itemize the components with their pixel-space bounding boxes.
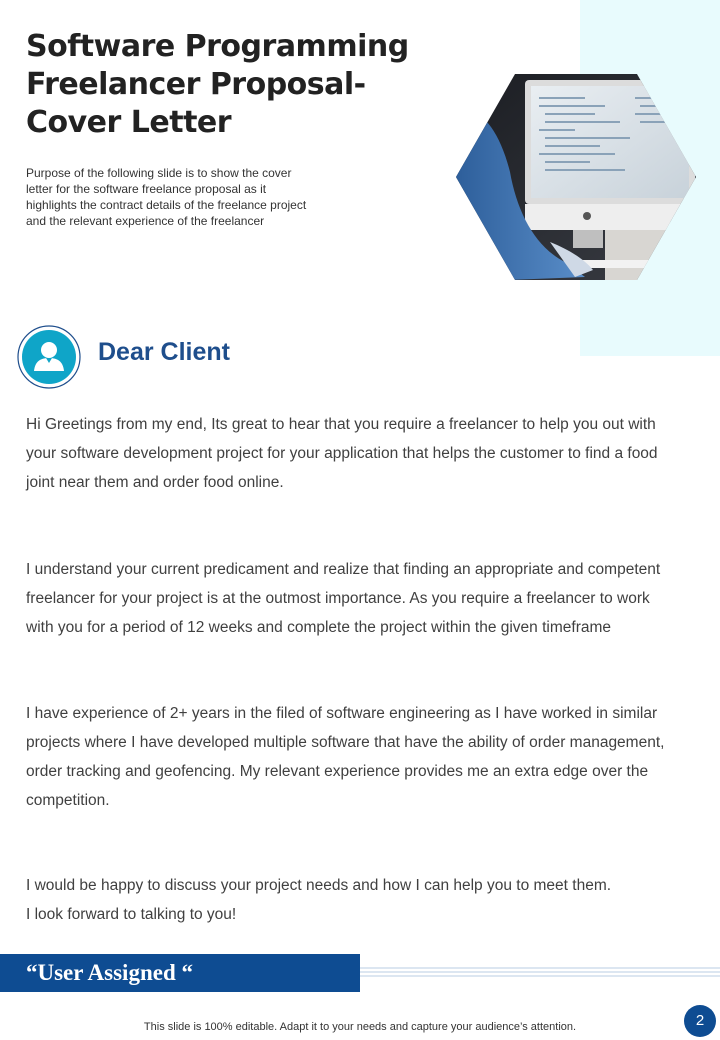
paragraph-line: I would be happy to discuss your project needs and how I can help you to meet them. <box>26 877 612 894</box>
paragraph-line: projects where I have developed multiple software that have the ability of order management, <box>26 734 665 751</box>
paragraph-line: order tracking and geofencing. My relevant experience provides me an extra edge over the <box>26 763 649 780</box>
footer-note: This slide is 100% editable. Adapt it to your needs and capture your audience’s attention. <box>143 1021 577 1033</box>
page-number-badge: 2 <box>684 1005 716 1037</box>
paragraph-line: I look forward to talking to you! <box>26 906 237 923</box>
paragraph-line: with you for a period of 12 weeks and complete the project within the given timeframe <box>26 619 612 636</box>
purpose-line: letter for the software freelance proposal as it <box>26 182 267 196</box>
purpose-line: Purpose of the following slide is to show the cover <box>26 166 292 180</box>
paragraph-line: I have experience of 2+ years in the filed of software engineering as I have worked in similar <box>26 705 658 722</box>
title-line-1: Software Programming <box>26 29 409 64</box>
letter-paragraph <box>26 410 690 497</box>
paragraph-line: I understand your current predicament and realize that finding an appropriate and competent <box>26 561 661 578</box>
paragraph-line: competition. <box>26 792 110 809</box>
signature-label: “User Assigned “ <box>26 960 193 985</box>
person-using-computer-photo <box>455 72 697 282</box>
letter-paragraph <box>26 871 690 929</box>
purpose-line: and the relevant experience of the freelancer <box>26 214 265 228</box>
decorative-lines <box>360 966 720 980</box>
paragraph-line: joint near them and order food online. <box>26 474 284 491</box>
paragraph-line: freelancer for your project is at the outmost importance. As you require a freelancer to work <box>26 590 650 607</box>
page-title <box>26 28 446 142</box>
paragraph-line: your software development project for your application that helps the customer to find a food <box>26 445 658 462</box>
signature-banner <box>0 954 360 992</box>
title-line-2: Freelancer Proposal- <box>26 67 366 102</box>
user-icon <box>17 325 81 389</box>
purpose-line: highlights the contract details of the freelance project <box>26 198 307 212</box>
letter-paragraph <box>26 699 690 815</box>
letter-paragraph <box>26 555 690 642</box>
greeting-heading: Dear Client <box>98 338 230 366</box>
paragraph-line: Hi Greetings from my end, Its great to hear that you require a freelancer to help you out with <box>26 416 656 433</box>
purpose-text <box>26 165 346 229</box>
title-line-3: Cover Letter <box>26 105 232 140</box>
